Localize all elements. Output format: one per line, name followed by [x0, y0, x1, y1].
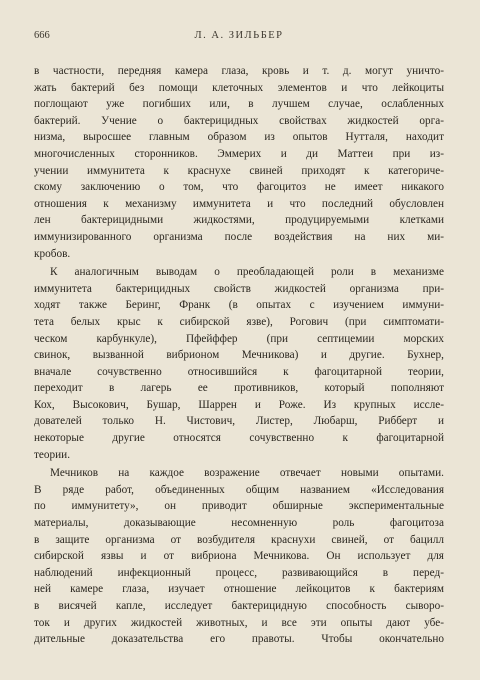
text-line: дователей только Н. Чистович, Листер, Любарш, Рибберт и: [34, 415, 444, 428]
text-line: Мечников на каждое возражение отвечает новыми опытами.: [50, 467, 444, 480]
text-line: некоторые другие относятся сочувственно к фагоцитарной: [34, 432, 444, 445]
text-line: иммунизированного организма после воздействия на них ми-: [34, 230, 444, 243]
page-header: [34, 30, 444, 46]
text-line: низма, выросшее главным образом из опытов Нутталя, находит: [34, 131, 444, 144]
text-line: кробов.: [34, 247, 71, 260]
text-line: в частности, передняя камера глаза, кровь и т. д. могут уничто-: [34, 65, 444, 77]
text-line: иммунитета бактерицидных свойств жидкостей организма при-: [34, 282, 444, 295]
text-line: ческом карбункуле), Пфейффер (при септицемии морских: [34, 332, 444, 345]
text-line: в защите организма от возбудителя краснухи свиней, от бацилл: [34, 533, 444, 546]
text-line: наблюдений инфекционный процесс, развивающийся в перед-: [34, 566, 444, 579]
paragraph: [34, 465, 444, 648]
text-line: в висячей капле, исследует бактерицидную способность сыворо-: [34, 600, 444, 612]
text-line: теории.: [34, 448, 71, 461]
text-line: поглощают уже погибших или, в лучшем случае, ослабленных: [34, 98, 444, 111]
body-text: [34, 63, 444, 648]
text-line: жать бактерий без помощи клеточных элементов и что лейкоциты: [34, 81, 444, 94]
page-number: 666: [34, 30, 50, 41]
text-line: вначале сочувственно относившийся к фагоцитарной теории,: [34, 365, 444, 378]
text-line: ней камере глаза, изучает отношение лейкоцитов к бактериям: [34, 583, 444, 596]
text-line: материалы, доказывающие несомненную роль фагоцитоза: [34, 517, 444, 530]
text-line: К аналогичным выводам о преобладающей роли в механизме: [50, 266, 444, 279]
text-line: по иммунитету», он приводит обширные экспериментальные: [34, 500, 444, 513]
text-line: ходят также Беринг, Франк (в опытах с изучением иммуни-: [34, 299, 444, 312]
text-line: тета белых крыс к сибирской язве), Рогович (при симптомати-: [34, 315, 444, 328]
text-line: сибирской язвы и от вибриона Мечникова. Он использует для: [34, 550, 444, 563]
running-head: Л. А. ЗИЛЬБЕР: [194, 30, 284, 41]
paragraph: [34, 63, 444, 262]
text-line: лен бактерицидными жидкостями, продуцируемыми клетками: [34, 214, 444, 227]
paragraph: [34, 264, 444, 463]
text-line: скому заключению о том, что фагоцитоз не имеет никакого: [34, 181, 444, 194]
text-line: бактерий. Учение о бактерицидных свойствах жидкостей орга-: [34, 114, 444, 127]
text-line: многочисленных сторонников. Эммерих и ди Маттеи при из-: [34, 147, 444, 160]
text-line: свинок, вызванной вибрионом Мечникова) и другие. Бухнер,: [34, 349, 444, 362]
text-line: ток и других жидкостей животных, и все эти опыты дают убе-: [34, 616, 444, 629]
text-line: переходит в лагерь ее противников, который пополняют: [34, 382, 444, 395]
text-line: отношения к механизму иммунитета и что последний обусловлен: [34, 197, 444, 210]
text-line: учении иммунитета к краснухе свиней приходят к категориче-: [34, 164, 444, 177]
text-line: дительные доказательства его правоты. Чтобы окончательно: [34, 633, 444, 646]
text-line: В ряде работ, объединенных общим названием «Исследования: [34, 483, 444, 496]
text-line: Кох, Высокович, Бушар, Шаррен и Роже. Из крупных иссле-: [34, 398, 444, 411]
